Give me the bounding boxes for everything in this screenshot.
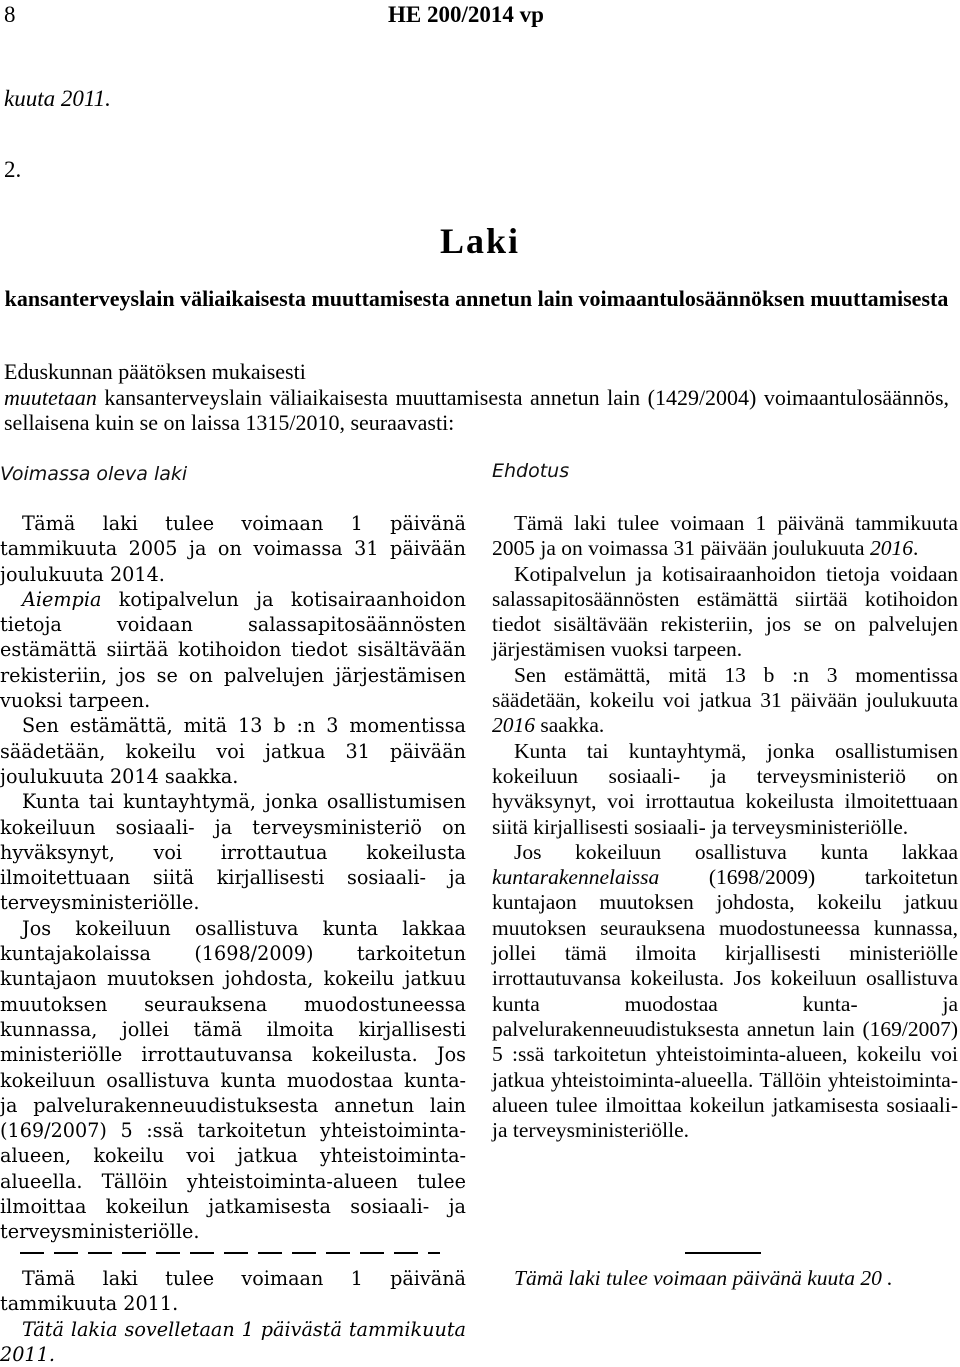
document-id: HE 200/2014 vp (388, 2, 544, 27)
proposal-paragraph: Kunta tai kuntayhtymä, jonka osallistumisen kokeiluun sosiaali- ja terveysministeriö on hyväksynyt, voi irrottautua kokeilusta ilmoitettuaan siitä kirjallisesti sosiaali- ja terveysministeriölle. (492, 738, 958, 839)
proposal-paragraph (492, 511, 958, 562)
current-law-body (0, 511, 466, 1245)
changed-year: 2016 (492, 713, 535, 738)
current-law-paragraph: Tämä laki tulee voimaan 1 päivänä tammikuuta 2011. (0, 1267, 466, 1316)
italic-word: Aiempia (22, 587, 102, 611)
current-law-paragraph (0, 587, 466, 713)
proposal-body (492, 511, 958, 1143)
preamble-lead: muutetaan (4, 384, 97, 410)
paragraph-text: Jos kokeiluun osallistuva kunta lakkaa (514, 839, 958, 864)
proposal-heading: Ehdotus (492, 460, 570, 482)
paragraph-text: Tämä laki tulee voimaan 1 päivänä tammikuuta 2005 ja on voimassa 31 päivään joulukuuta (492, 511, 958, 561)
paragraph-text: Sen estämättä, mitä 13 b :n 3 momentissa säädetään, kokeilu voi jatkua 31 päivään joulukuuta (492, 662, 958, 713)
paragraph-text: saakka. (535, 713, 605, 738)
paragraph-text: . (912, 536, 919, 561)
current-law-entry-into-force (0, 1266, 466, 1367)
proposal-column (492, 459, 958, 484)
current-law-paragraph: Sen estämättä, mitä 13 b :n 3 momentissa säädetään, kokeilu voi jatkua 31 päivään joulukuuta 2014 saakka. (0, 714, 466, 788)
previous-section-tail: kuuta 2011. (4, 86, 111, 111)
current-law-heading: Voimassa oleva laki (0, 463, 188, 485)
proposal-entry-into-force (492, 1266, 958, 1291)
current-law-column (0, 462, 466, 487)
section-number: 2. (4, 157, 22, 182)
paragraph-text: kotipalvelun ja kotisairaanhoidon tietoja voidaan salassapitosäännösten estämättä siirtää kotihoidon tiedot sisältävään rekisteriin, jos se on palvelujen järjestämisen vuoksi tarpeen. (0, 587, 466, 713)
proposal-paragraph: Tämä laki tulee voimaan päivänä kuuta 20 . (514, 1266, 893, 1290)
proposal-paragraph: Kotipalvelun ja kotisairaanhoidon tietoja voidaan salassapitosäännösten estämättä siirtää kotihoidon tiedot sisältävään rekisteriin, jos se on palvelujen järjestämisen vuoksi tarpeen. (492, 561, 958, 662)
changed-year: 2016 (869, 536, 913, 561)
separator-line (685, 1252, 761, 1254)
changed-word: kuntarakennelaissa (492, 865, 660, 890)
page-number: 8 (4, 2, 16, 27)
proposal-paragraph (492, 840, 958, 1144)
preamble-line: Eduskunnan päätöksen mukaisesti (4, 359, 306, 384)
preamble-body (4, 385, 949, 436)
proposal-paragraph (492, 663, 958, 739)
law-title: Laki (439, 221, 521, 261)
current-law-paragraph: Kunta tai kuntayhtymä, jonka osallistumisen kokeiluun sosiaali- ja terveysministeriö on hyväksynyt, voi irrottautua kokeilusta ilmoitettuaan siitä kirjallisesti sosiaali- ja terveysministeriölle. (0, 790, 466, 915)
preamble (4, 359, 949, 436)
paragraph-text: (1698/2009) tarkoitetun kuntajaon muutoksen johdosta, kokeilu jatkuu muutoksen seurauksena muodostuneessa kunnassa, jollei tämä ilmoita kirjallisesti ministeriölle irrottautuvansa kokeilusta. Jos kokeiluun osallistuva kunta muodostaa kunta- ja palvelurakenneuudistuksesta annetun lain (169/2007) 5 :ssä tarkoitetun yhteistoiminta-alueen, kokeilu voi jatkua yhteistoiminta-alueella. Tällöin yhteistoiminta-alueen tulee ilmoittaa kokeilun jatkamisesta sosiaali- ja terveysministeriölle. (492, 865, 958, 1143)
omission-dash-line (20, 1252, 440, 1254)
current-law-paragraph: Tätä lakia sovelletaan 1 päivästä tammikuuta 2011. (0, 1317, 466, 1366)
current-law-paragraph: Tämä laki tulee voimaan 1 päivänä tammikuuta 2005 ja on voimassa 31 päivään joulukuuta 2014. (0, 512, 466, 586)
current-law-paragraph: Jos kokeiluun osallistuva kunta lakkaa kuntajakolaissa (1698/2009) tarkoitetun kuntajaon muutoksen johdosta, kokeilu jatkuu muutoksen seurauksena muodostuneessa kunnassa, jollei tämä ilmoita kirjallisesti ministeriölle irrottautuvansa kokeilusta. Jos kokeiluun osallistuva kunta muodostaa kunta- ja palvelurakenneuudistuksesta annetun lain (169/2007) 5 :ssä tarkoitetun yhteistoiminta-alueen, kokeilu voi jatkua yhteistoiminta-alueella. Tällöin yhteistoiminta-alueen tulee ilmoittaa kokeilun jatkamisesta sosiaali- ja terveysministeriölle. (0, 916, 466, 1244)
law-subtitle: kansanterveyslain väliaikaisesta muuttamisesta annetun lain voimaantulosäännöksen muuttamisesta (4, 286, 949, 311)
preamble-text: kansanterveyslain väliaikaisesta muuttamisesta annetun lain (1429/2004) voimaantulosäännös, sellaisena kuin se on laissa 1315/2010, seuraavasti: (4, 384, 949, 435)
